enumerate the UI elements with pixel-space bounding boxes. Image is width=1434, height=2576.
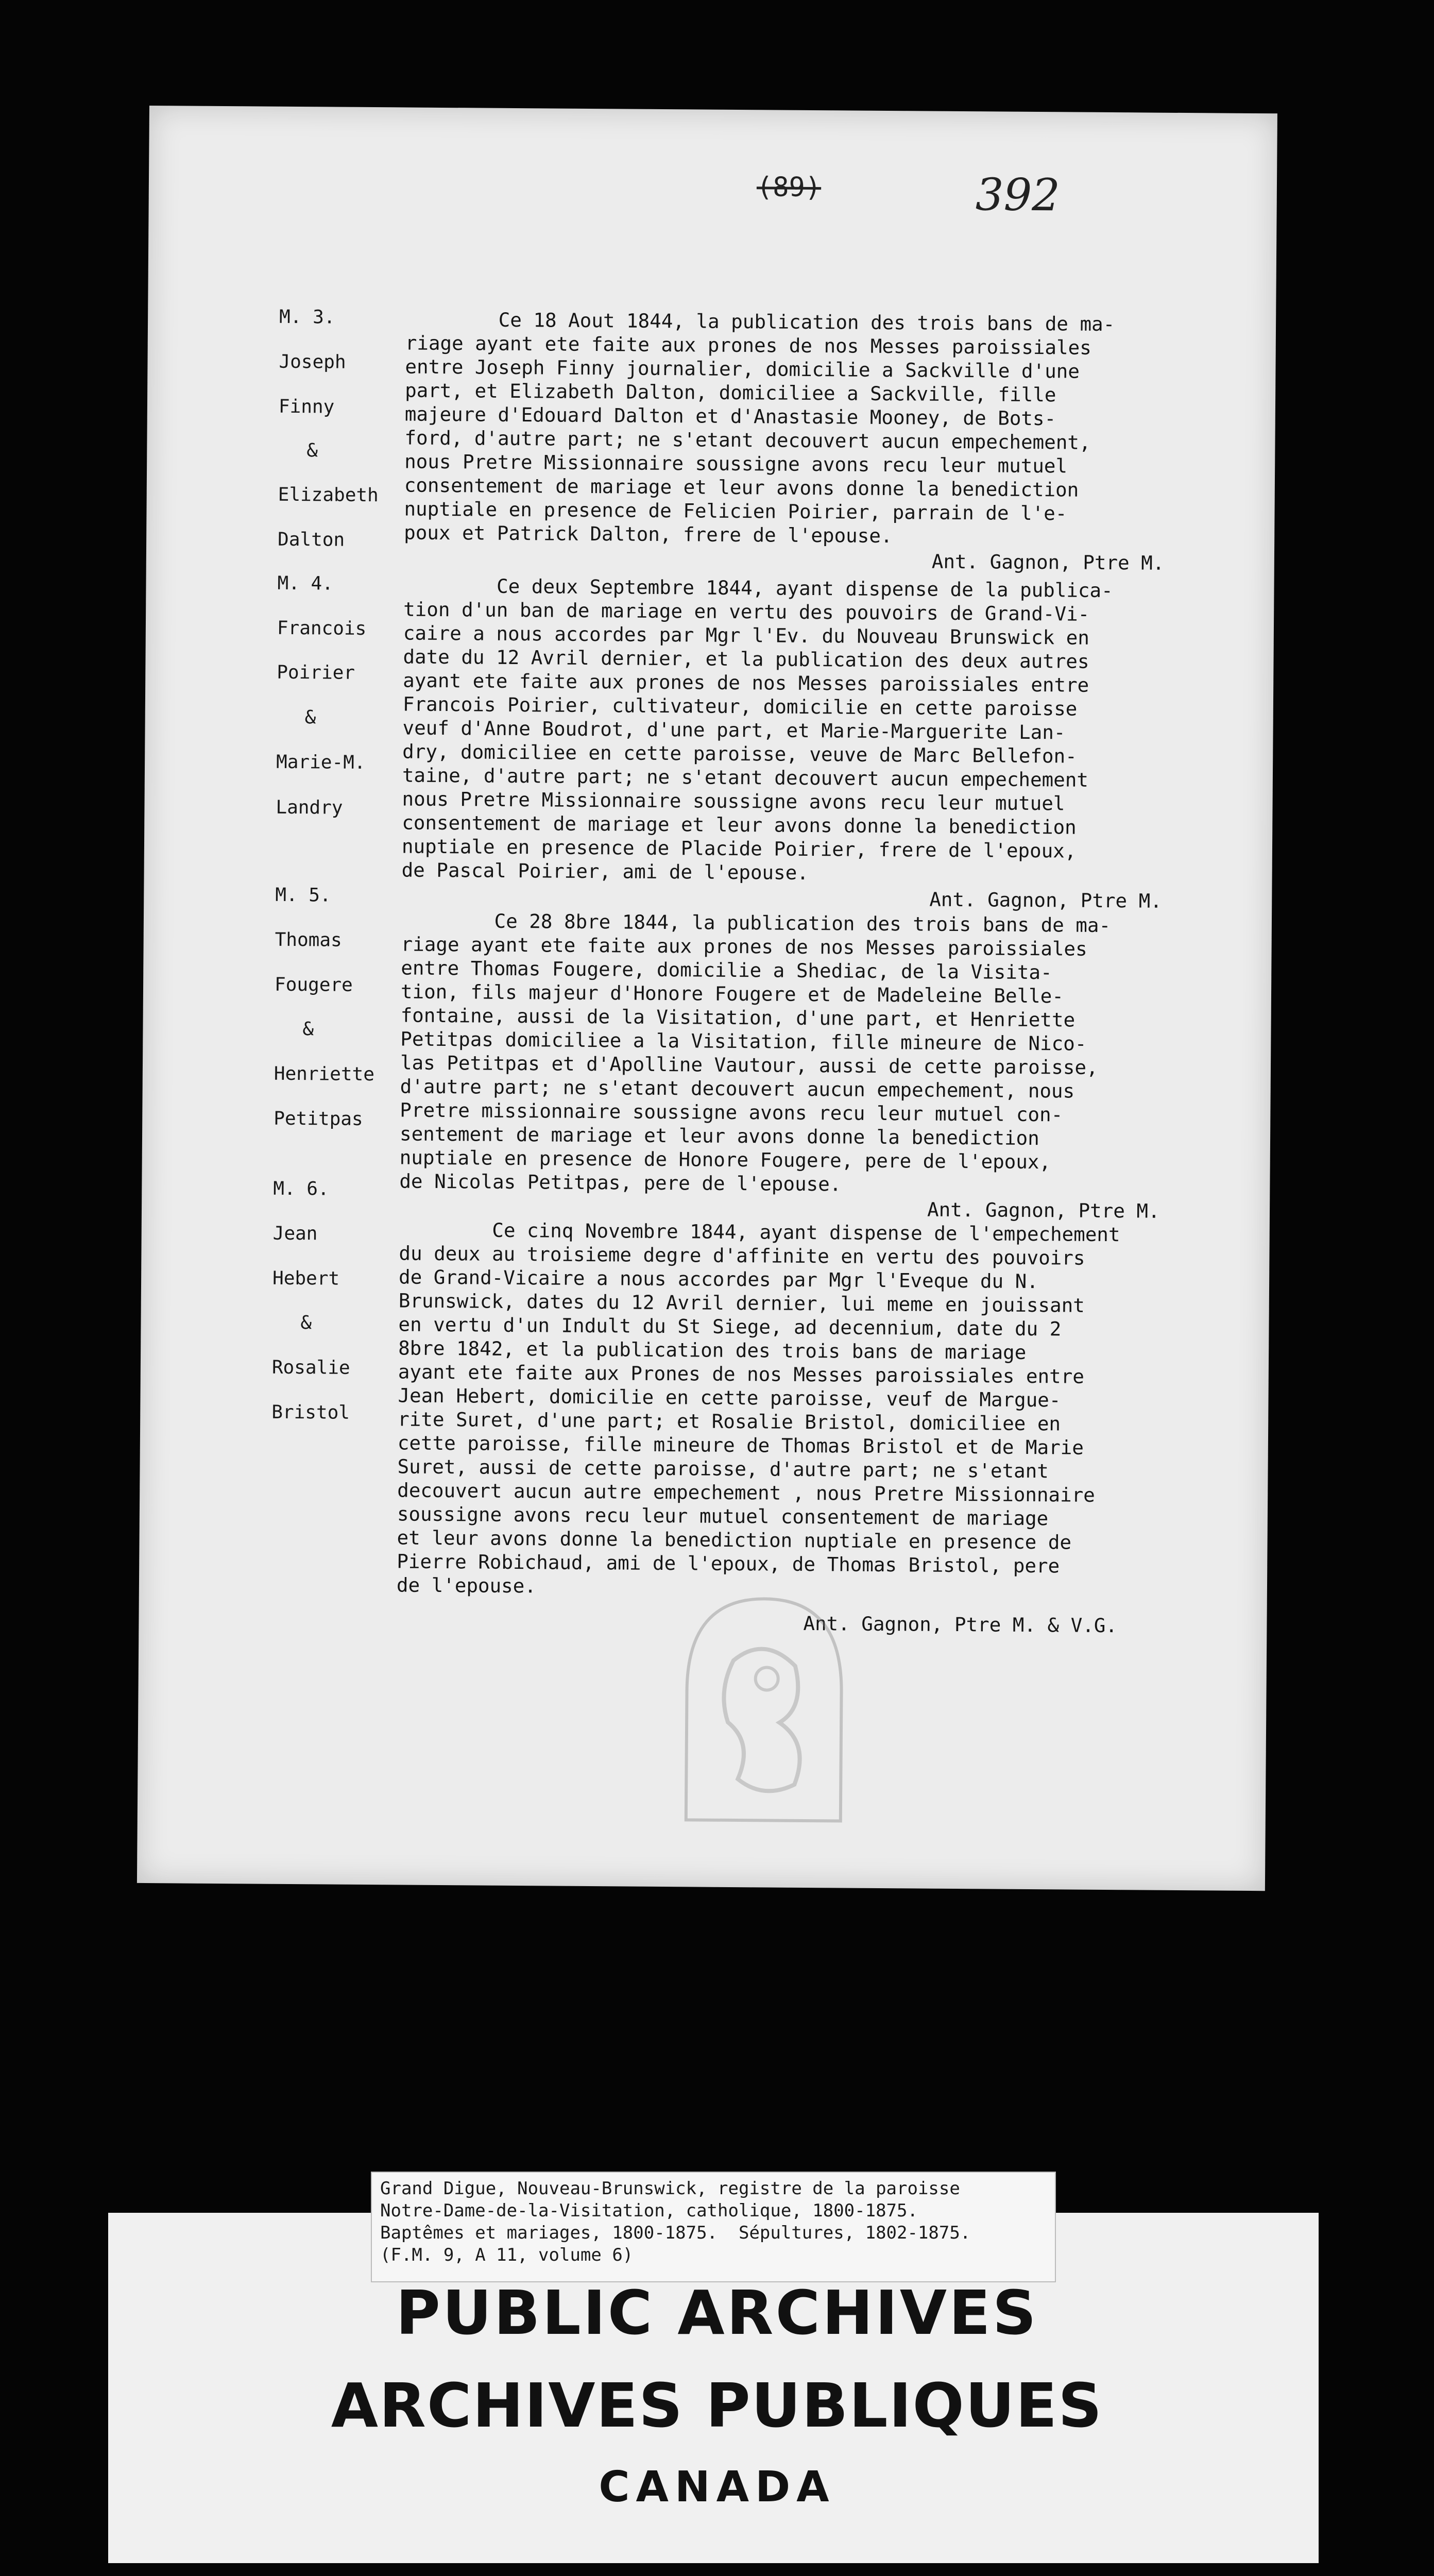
margin-entry-number: M. 4.	[277, 572, 334, 595]
archives-publiques-title: ARCHIVES PUBLIQUES	[331, 2370, 1103, 2441]
margin-name: Francois	[277, 617, 367, 639]
catalog-line: (F.M. 9, A 11, volume 6)	[380, 2245, 634, 2265]
margin-ampersand: &	[302, 1019, 314, 1040]
margin-name: Jean	[272, 1223, 318, 1245]
margin-entry-number: M. 5.	[275, 884, 331, 906]
margin-name: Poirier	[277, 662, 355, 684]
margin-name: Henriette	[274, 1063, 375, 1086]
margin-entry-number: M. 6.	[273, 1178, 329, 1200]
folio-number: 392	[975, 169, 1061, 222]
margin-name: Joseph	[279, 351, 346, 373]
marriage-entry-text: Ce deux Septembre 1844, ayant dispense de la publica- tion d'un ban de mariage en vertu des pouvoirs de Grand-Vi- caire a nous accordes par Mgr l'Ev. du Nouveau Brunswick en date du 12 Avril dernier, et la publication des deux autres ayant ete faite aux prones de nos Messes paroissiales entre Francois Poirier, cultivateur, domicilie en cette paroisse veuf d'Anne Boudrot, d'une part, et Marie-Marguerite Lan- dry, domiciliee en cette paroisse, veuve de Marc Bellefon- taine, d'autre part; ne s'etant decouvert aucun empechement nous Pretre Missionnaire soussigne avons recu leur mutuel consentement de mariage et leur avons donne la benediction nuptiale en presence de Placide Poirier, frere de l'epoux, de Pascal Poirier, ami de l'epouse.	[401, 574, 1113, 884]
margin-name: Elizabeth	[278, 484, 379, 506]
public-archives-title: PUBLIC ARCHIVES	[396, 2277, 1038, 2348]
priest-signature: Ant. Gagnon, Ptre M.	[927, 1198, 1160, 1223]
margin-ampersand: &	[306, 440, 318, 462]
priest-signature: Ant. Gagnon, Ptre M. & V.G.	[803, 1612, 1118, 1637]
margin-name: Dalton	[277, 529, 345, 551]
marriage-entry-text: Ce 28 8bre 1844, la publication des trois bans de ma- riage ayant ete faite aux prones de nos Messes paroissiales entre Thomas Fougere, domicilie a Shediac, de la Visita- tion, fils majeur d'Honore Fougere et de Madeleine Belle- fontaine, aussi de la Visitation, d'une part, et Henriette Petitpas domiciliee a la Visitation, fille mineure de Nico- las Petitpas et d'Apolline Vautour, aussi de cette paroisse, d'autre part; ne s'etant decouvert aucun empechement, nous Pretre missionnaire soussigne avons recu leur mutuel con- sentement de mariage et leur avons donne la benediction nuptiale en presence de Honore Fougere, pere de l'epoux, de Nicolas Petitpas, pere de l'epouse.	[399, 909, 1111, 1196]
margin-name: Landry	[276, 796, 343, 819]
marriage-entry-text: Ce 18 Aout 1844, la publication des trois bans de ma- riage ayant ete faite aux prones de nos Messes paroissiales entre Joseph Finny journalier, domicilie a Sackville d'une part, et Elizabeth Dalton, domiciliee a Sackville, fille majeure d'Edouard Dalton et d'Anastasie Mooney, de Bots- ford, d'autre part; ne s'etant decouvert aucun empechement, nous Pretre Missionnaire soussigne avons recu leur mutuel consentement de mariage et leur avons donne la benediction nuptiale en presence de Felicien Poirier, parrain de l'e- poux et Patrick Dalton, frere de l'epouse.	[404, 308, 1115, 548]
margin-name: Thomas	[275, 929, 342, 951]
catalog-reference-tag	[371, 2172, 1056, 2282]
margin-name: Finny	[278, 396, 335, 418]
margin-ampersand: &	[300, 1312, 312, 1334]
register-page	[137, 106, 1277, 1891]
old-folio-number: (89)	[756, 172, 822, 204]
catalog-line: Baptêmes et mariages, 1800-1875. Sépultures, 1802-1875.	[380, 2223, 971, 2243]
canada-title: CANADA	[599, 2463, 835, 2512]
priest-signature: Ant. Gagnon, Ptre M.	[931, 550, 1165, 574]
margin-entry-number: M. 3.	[279, 306, 335, 328]
catalog-line: Grand Digue, Nouveau-Brunswick, registre de la paroisse	[380, 2178, 960, 2199]
priest-signature: Ant. Gagnon, Ptre M.	[929, 888, 1162, 912]
margin-ampersand: &	[304, 707, 316, 728]
margin-name: Marie-M.	[276, 751, 366, 773]
embossed-seal-icon	[676, 1588, 852, 1831]
margin-name: Bristol	[271, 1401, 350, 1423]
margin-name: Rosalie	[271, 1357, 350, 1379]
marriage-entry-text: Ce cinq Novembre 1844, ayant dispense de l'empechement du deux au troisieme degre d'affinite en vertu des pouvoirs de Grand-Vicaire a nous accordes par Mgr l'Eveque du N. Brunswick, dates du 12 Avril dernier, lui meme en jouissant en vertu d'un Indult du St Siege, ad decennium, date du 2 8bre 1842, et la publication des trois bans de mariage ayant ete faite aux Prones de nos Messes paroissiales entre Jean Hebert, domicilie en cette paroisse, veuf de Margue- rite Suret, d'une part; et Rosalie Bristol, domiciliee en cette paroisse, fille mineure de Thomas Bristol et de Marie Suret, aussi de cette paroisse, d'autre part; ne s'etant decouvert aucun autre empechement , nous Pretre Missionnaire soussigne avons recu leur mutuel consentement de mariage et leur avons donne la benediction nuptiale en presence de Pierre Robichaud, ami de l'epoux, de Thomas Bristol, pere de l'epouse.	[396, 1218, 1120, 1598]
catalog-line: Notre-Dame-de-la-Visitation, catholique, 1800-1875.	[380, 2200, 918, 2221]
margin-name: Fougere	[274, 974, 353, 996]
margin-name: Petitpas	[274, 1108, 363, 1130]
margin-name: Hebert	[272, 1267, 340, 1290]
